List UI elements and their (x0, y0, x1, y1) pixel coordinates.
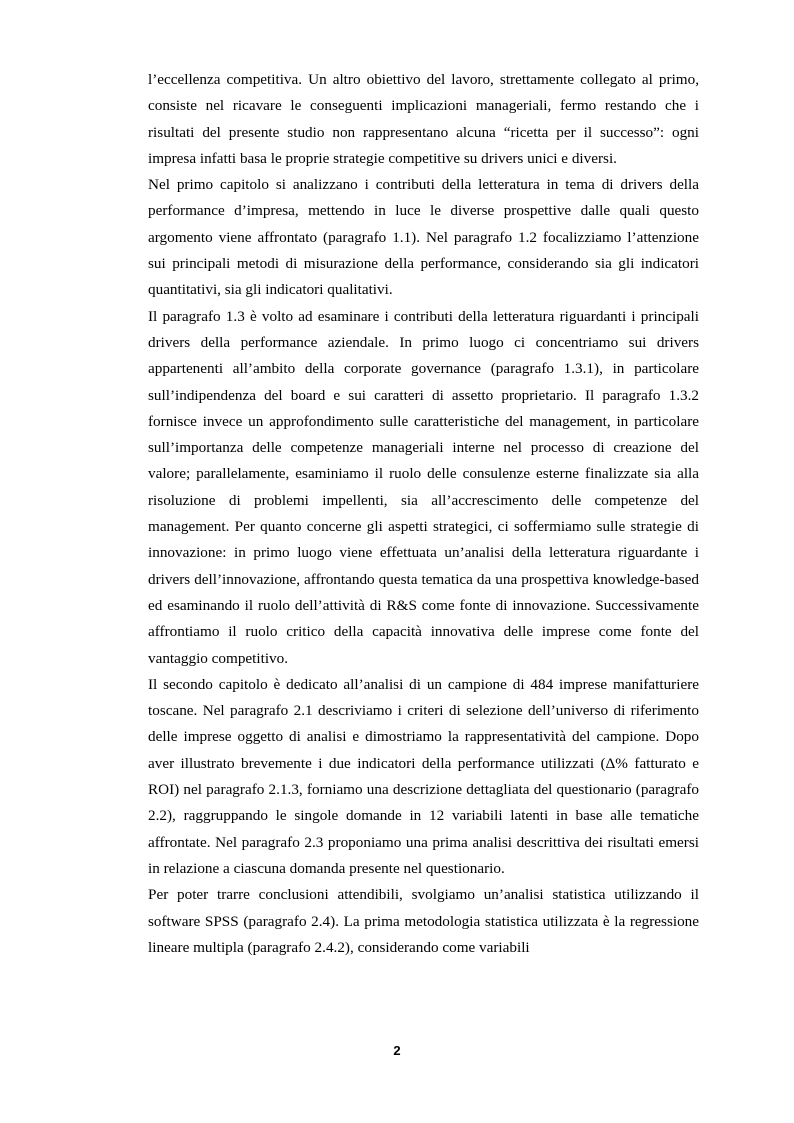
paragraph-4: Il secondo capitolo è dedicato all’analisi di un campione di 484 imprese manifatturiere toscane. Nel paragrafo 2.1 descriviamo i criteri di selezione dell’universo di riferimento delle imprese oggetto di analisi e dimostriamo la rappresentatività del campione. Dopo aver illustrato brevemente i due indicatori della performance utilizzati (Δ% fatturato e ROI) nel paragrafo 2.1.3, forniamo una descrizione dettagliata del questionario (paragrafo 2.2), raggruppando le singole domande in 12 variabili latenti in base alle tematiche affrontate. Nel paragrafo 2.3 proponiamo una prima analisi descrittiva dei risultati emersi in relazione a ciascuna domanda presente nel questionario. (148, 675, 699, 877)
paragraph-2: Nel primo capitolo si analizzano i contributi della letteratura in tema di drivers della performance d’impresa, mettendo in luce le diverse prospettive dalle quali questo argomento viene affrontato (paragrafo 1.1). Nel paragrafo 1.2 focalizziamo l’attenzione sui principali metodi di misurazione della performance, considerando sia gli indicatori quantitativi, sia gli indicatori qualitativi. (148, 176, 699, 299)
page-number: 2 (393, 1043, 401, 1058)
paragraph-1: l’eccellenza competitiva. Un altro obiettivo del lavoro, strettamente collegato al primo, consiste nel ricavare le conseguenti implicazioni manageriali, fermo restando che i risultati del presente studio non rappresentano alcuna “ricetta per il successo”: ogni impresa infatti basa le proprie strategie competitive su drivers unici e diversi. (148, 71, 699, 167)
page-body (148, 67, 699, 961)
paragraph-3: Il paragrafo 1.3 è volto ad esaminare i contributi della letteratura riguardanti i principali drivers della performance aziendale. In primo luogo ci concentriamo sui drivers appartenenti all’ambito della corporate governance (paragrafo 1.3.1), in particolare sull’indipendenza del board e sui caratteri di assetto proprietario. Il paragrafo 1.3.2 fornisce invece un approfondimento sulle caratteristiche del management, in particolare sull’importanza delle competenze manageriali interne nel processo di creazione del valore; parallelamente, esaminiamo il ruolo delle consulenze esterne finalizzate sia alla risoluzione di problemi impellenti, sia all’accrescimento delle competenze del management. Per quanto concerne gli aspetti strategici, ci soffermiamo sulle strategie di innovazione: in primo luogo viene effettuata un’analisi della letteratura riguardante i drivers dell’innovazione, affrontando questa tematica da una prospettiva knowledge-based ed esaminando il ruolo dell’attività di R&S come fonte di innovazione. Successivamente affrontiamo il ruolo critico della capacità innovativa delle imprese come fonte del vantaggio competitivo. (148, 307, 699, 667)
paragraph-5: Per poter trarre conclusioni attendibili, svolgiamo un’analisi statistica utilizzando il software SPSS (paragrafo 2.4). La prima metodologia statistica utilizzata è la regressione lineare multipla (paragrafo 2.4.2), considerando come variabili (148, 886, 699, 956)
